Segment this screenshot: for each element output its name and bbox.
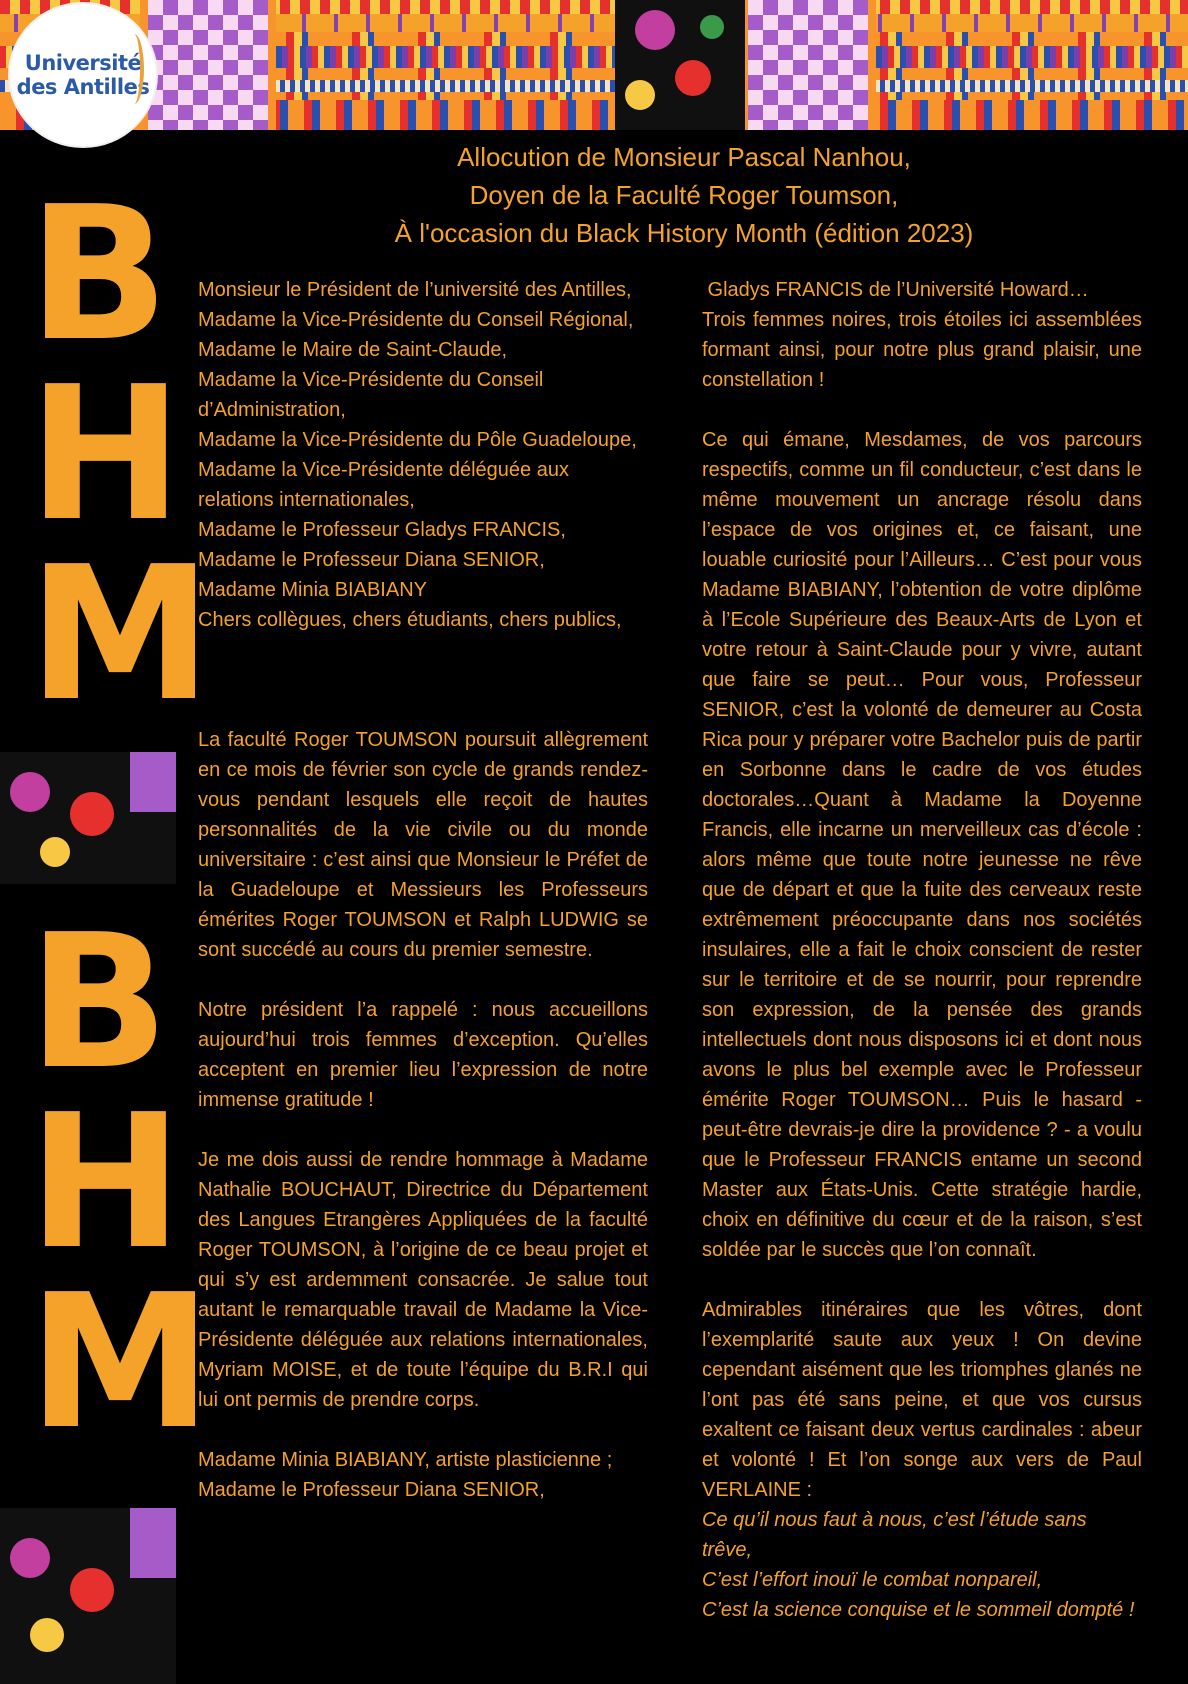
- paragraph: Trois femmes noires, trois étoiles ici assemblées formant ainsi, pour notre plus grand plaisir, une constellation !: [702, 309, 1142, 391]
- poem-line: C’est l’effort inouï le combat nonpareil,: [702, 1569, 1043, 1591]
- paragraph: Madame Minia BIABIANY, artiste plasticienne ;: [198, 1449, 613, 1471]
- floral-pattern: [0, 752, 176, 884]
- paragraph: Madame le Professeur Diana SENIOR,: [198, 1479, 545, 1501]
- speech-title: [180, 138, 1188, 252]
- side-letter-b: B: [28, 166, 170, 382]
- salutation: Chers collègues, chers étudiants, chers publics,: [198, 609, 622, 631]
- salutation: Madame la Vice-Présidente déléguée aux relations internationales,: [198, 459, 569, 511]
- left-column: [198, 275, 648, 1505]
- salutation: Madame Minia BIABIANY: [198, 579, 427, 601]
- logo-line-2: des Antilles: [16, 75, 150, 99]
- title-line-2: Doyen de la Faculté Roger Toumson,: [469, 180, 899, 210]
- checker-block: [740, 0, 876, 130]
- side-letter-b: B: [28, 894, 170, 1110]
- right-column: [702, 275, 1142, 1625]
- side-letter-h: H: [28, 346, 183, 562]
- salutation: Madame la Vice-Présidente du Conseil Régional,: [198, 309, 634, 331]
- poem-line: C’est la science conquise et le sommeil dompté !: [702, 1599, 1135, 1621]
- logo-line-1: Université: [24, 51, 142, 75]
- salutation: Madame la Vice-Présidente du Conseil d’Administration,: [198, 369, 544, 421]
- paragraph: Ce qui émane, Mesdames, de vos parcours respectifs, comme un fil conducteur, c’est dans le même mouvement un ancrage résolu dans l’espace de vos origines et, ce faisant, une louable curiosité pour l’Ailleurs… C’est pour vous Madame BIABIANY, l’obtention de votre diplôme à l’Ecole Supérieure des Beaux-Arts de Lyon et votre retour à Saint-Claude pour y vivre, autant que faire se peut… Pour vous, Professeur SENIOR, c’est la volonté de demeurer au Costa Rica pour y préparer votre Bachelor puis de partir en Sorbonne dans le cadre de vos études doctorales…Quant à Madame la Doyenne Francis, elle incarne un merveilleux cas d’école : alors même que toute notre jeunesse ne rêve que de départ et que la fuite des cerveaux reste extrêmement préoccupante dans nos sociétés insulaires, elle a fait le choix conscient de rester sur le territoire et de se nourrir, pour reprendre son expression, de la pensée des grands intellectuels dont nous disposons ici et dont nous avons le plus bel exemple avec le Professeur émérite Roger TOUMSON… Puis le hasard - peut-être devrais-je dire la providence ? - a voulu que le Professeur FRANCIS entame un second Master aux États-Unis. Cette stratégie hardie, choix en définitive du cœur et de la raison, s’est soldée par le succès que l’on connaît.: [702, 429, 1142, 1261]
- title-line-1: Allocution de Monsieur Pascal Nanhou,: [457, 142, 911, 172]
- side-letter-h: H: [28, 1074, 183, 1290]
- title-line-3: À l'occasion du Black History Month (édition 2023): [394, 218, 974, 248]
- paragraph: Gladys FRANCIS de l’Université Howard…: [702, 279, 1089, 301]
- side-letter-m: M: [28, 1254, 213, 1470]
- poem-line: Ce qu’il nous faut à nous, c’est l’étude sans trêve,: [702, 1509, 1087, 1561]
- floral-pattern: [615, 0, 745, 130]
- universite-des-antilles-logo: [10, 4, 156, 146]
- paragraph: La faculté Roger TOUMSON poursuit allègrement en ce mois de février son cycle de grands rendez-vous pendant lesquels elle reçoit de hautes personnalités de la vie civile ou du monde universitaire : c’est ainsi que Monsieur le Préfet de la Guadeloupe et Messieurs les Professeurs émérites Roger TOUMSON et Ralph LUDWIG se sont succédé au cours du premier semestre.: [198, 729, 648, 961]
- kente-banner: [0, 0, 1188, 130]
- salutation: Madame le Maire de Saint-Claude,: [198, 339, 508, 361]
- salutation: Madame le Professeur Gladys FRANCIS,: [198, 519, 566, 541]
- salutation: Monsieur le Président de l’université des Antilles,: [198, 279, 632, 301]
- salutation: Madame le Professeur Diana SENIOR,: [198, 549, 545, 571]
- side-letter-m: M: [28, 526, 213, 742]
- paragraph: Admirables itinéraires que les vôtres, dont l’exemplarité saute aux yeux ! On devine cependant aisément que les triomphes glanés ne l’ont pas été sans peine, et que vos cursus exaltent ce faisant deux vertus cardinales : abeur et volonté ! Et l’on songe aux vers de Paul VERLAINE :: [702, 1299, 1142, 1501]
- paragraph: Notre président l’a rappelé : nous accueillons aujourd’hui trois femmes d’exception. Qu’elles acceptent en premier lieu l’expression de notre immense gratitude !: [198, 999, 648, 1111]
- floral-pattern: [0, 1508, 176, 1684]
- logo-arc: [124, 34, 144, 104]
- salutation: Madame la Vice-Présidente du Pôle Guadeloupe,: [198, 429, 637, 451]
- checker-block: [140, 0, 276, 130]
- paragraph: Je me dois aussi de rendre hommage à Madame Nathalie BOUCHAUT, Directrice du Département des Langues Etrangères Appliquées de la faculté Roger TOUMSON, à l’origine de ce beau projet et qui s’y est ardemment consacrée. Je salue tout autant le remarquable travail de Madame la Vice-Présidente déléguée aux relations internationales, Myriam MOISE, et de toute l’équipe du B.R.I qui lui ont permis de prendre corps.: [198, 1149, 648, 1411]
